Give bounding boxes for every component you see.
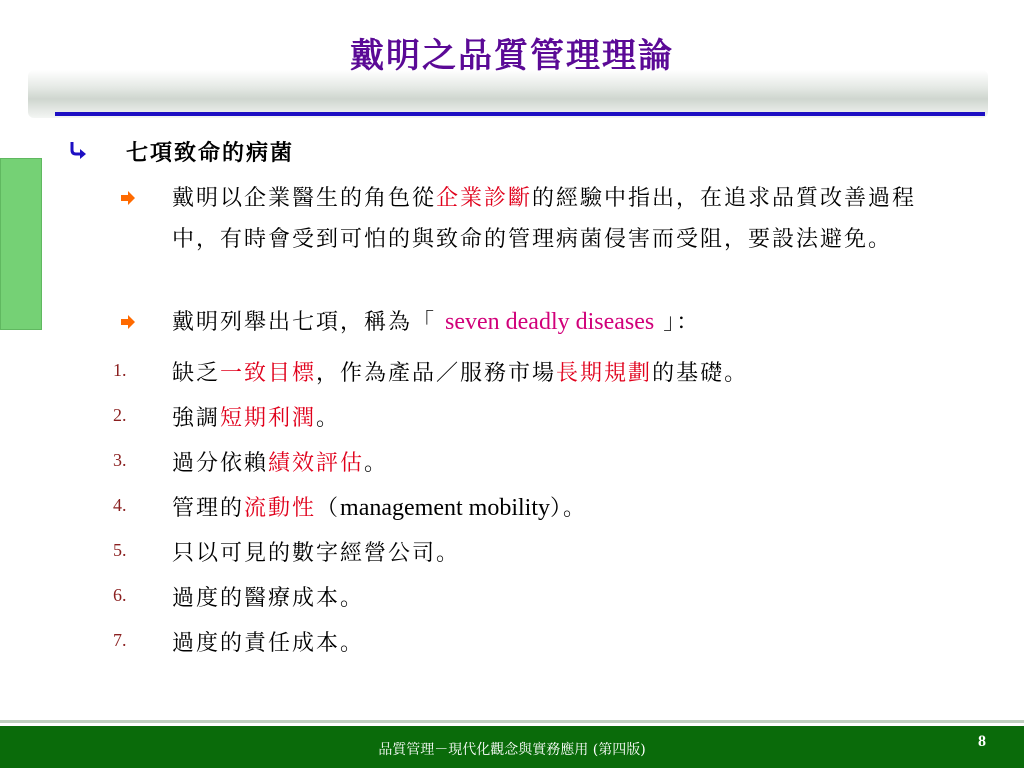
item-text: 只以可見的數字經營公司。 <box>172 541 461 566</box>
list-item <box>172 626 364 657</box>
point-text-segment: 的經驗中指出，在追求品質改善過程中，有時會受到可怕的與致命的管理病菌侵害而受阻，要設法避免。 <box>172 186 917 252</box>
point-text <box>172 178 962 260</box>
item-text: 強調 <box>172 406 221 431</box>
list-item <box>172 491 587 522</box>
item-text: 過度的責任成本。 <box>172 631 365 656</box>
point-text-segment: 」： <box>654 310 701 335</box>
list-number: 1. <box>113 360 127 380</box>
item-text: 缺乏 <box>172 361 221 386</box>
title-band <box>28 70 988 118</box>
slide-title: 戴明之品質管理理論 <box>350 36 674 76</box>
item-text: 過分依賴 <box>172 451 269 476</box>
side-accent-bar <box>0 158 42 330</box>
point-text-segment: 戴明列舉出七項，稱為「 <box>172 310 445 335</box>
point-text-segment: 戴明以企業醫生的角色從 <box>172 186 437 211</box>
emphasis-text: 企業診斷 <box>436 186 533 211</box>
item-text: 過度的醫療成本。 <box>172 586 365 611</box>
arrow-right-icon <box>120 314 136 330</box>
footer-text: 品質管理－現代化觀念與實務應用 (第四版) <box>378 742 646 758</box>
emphasis-text: 長期規劃 <box>556 361 653 386</box>
heading-text: 七項致命的病菌 <box>126 140 295 166</box>
emphasis-text: seven deadly diseases <box>445 309 655 335</box>
list-item <box>172 401 340 432</box>
list-item <box>172 446 388 477</box>
item-text: ，作為產品／服務市場 <box>316 361 557 386</box>
emphasis-text: 一致目標 <box>220 361 317 386</box>
item-text: 管理的 <box>172 496 245 521</box>
list-number: 5. <box>113 540 127 560</box>
list-number: 6. <box>113 585 127 605</box>
list-number: 3. <box>113 450 127 470</box>
item-text: ）。 <box>550 496 588 521</box>
title-rule <box>55 112 985 116</box>
item-text: 。 <box>316 406 341 431</box>
list-number: 7. <box>113 630 127 650</box>
page-number: 8 <box>978 733 986 750</box>
item-text: 的基礎。 <box>652 361 749 386</box>
arrow-right-icon <box>120 190 136 206</box>
item-text: management mobility <box>340 495 550 521</box>
list-item <box>172 356 748 387</box>
list-item <box>172 536 460 567</box>
point-text <box>172 302 962 343</box>
list-number: 2. <box>113 405 127 425</box>
item-text: （ <box>316 496 341 521</box>
emphasis-text: 績效評估 <box>268 451 365 476</box>
footer-divider <box>0 720 1024 723</box>
list-number: 4. <box>113 495 127 515</box>
list-item <box>172 581 364 612</box>
emphasis-text: 流動性 <box>244 496 317 521</box>
emphasis-text: 短期利潤 <box>220 406 317 431</box>
item-text: 。 <box>364 451 389 476</box>
curved-arrow-icon <box>68 138 90 160</box>
